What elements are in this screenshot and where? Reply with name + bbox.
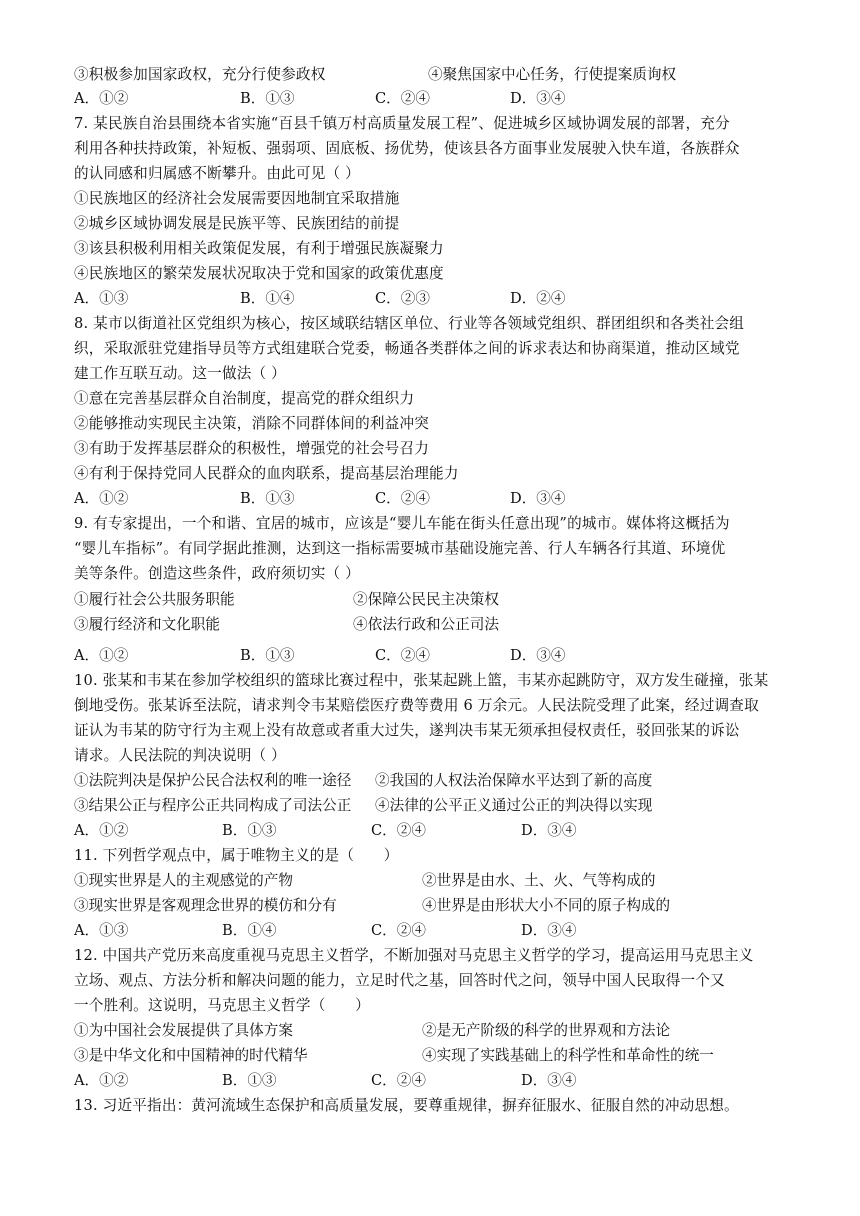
q10-choice-c: C．②④ [371, 822, 426, 839]
q9-stem-line-2: “婴儿车指标”。有同学据此推测，达到这一指标需要城市基础设施完善、行人车辆各行其道、环境优 [74, 540, 726, 557]
q6-choice-c: C．②④ [375, 90, 430, 107]
q11-choice-c: C．②④ [371, 922, 426, 939]
q10-option-1: ①法院判决是保护公民合法权利的唯一途径 [74, 772, 352, 789]
q6-option-4: ④聚焦国家中心任务，行使提案质询权 [428, 66, 677, 83]
q7-option-2: ②城乡区域协调发展是民族平等、民族团结的前提 [74, 215, 400, 232]
q9-stem-line-1: 9. 有专家提出，一个和谐、宜居的城市，应该是“婴儿车能在街头任意出现”的城市。媒体将这概括为 [74, 515, 730, 532]
q10-option-3: ③结果公正与程序公正共同构成了司法公正 [74, 797, 352, 814]
q12-option-3: ③是中华文化和中国精神的时代精华 [74, 1047, 308, 1064]
q8-choice-d: D．③④ [510, 490, 566, 507]
q12-stem-line-3: 一个胜利。这说明，马克思主义哲学（ ） [74, 997, 370, 1014]
q11-choice-a: A．①③ [74, 922, 129, 939]
q12-choice-a: A．①② [74, 1072, 129, 1089]
q10-choice-b: B．①③ [222, 822, 277, 839]
q7-choice-d: D．②④ [510, 290, 566, 307]
q9-choice-b: B．①③ [240, 647, 295, 664]
q8-choice-a: A．①② [74, 490, 129, 507]
q13-stem-line-1: 13. 习近平指出：黄河流域生态保护和高质量发展，要尊重规律，摒弃征服水、征服自然的冲动思想。 [74, 1097, 739, 1114]
q10-stem-line-4: 请求。人民法院的判决说明（ ） [74, 747, 286, 764]
q7-option-1: ①民族地区的经济社会发展需要因地制宜采取措施 [74, 190, 400, 207]
q12-stem-line-2: 立场、观点、方法分析和解决问题的能力，立足时代之基，回答时代之问，领导中国人民取得一个又 [74, 972, 725, 989]
q9-choice-c: C．②④ [375, 647, 430, 664]
q8-option-1: ①意在完善基层群众自治制度，提高党的群众组织力 [74, 390, 415, 407]
q12-choice-d: D．③④ [521, 1072, 577, 1089]
q12-option-2: ②是无产阶级的科学的世界观和方法论 [422, 1022, 671, 1039]
q7-option-3: ③该县积极利用相关政策促发展，有利于增强民族凝聚力 [74, 240, 444, 257]
q7-option-4: ④民族地区的繁荣发展状况取决于党和国家的政策优惠度 [74, 265, 444, 282]
q8-stem-line-1: 8. 某市以街道社区党组织为核心，按区域联结辖区单位、行业等各领域党组织、群团组织和各类社会组 [74, 315, 745, 332]
q11-option-1: ①现实世界是人的主观感觉的产物 [74, 872, 293, 889]
q8-option-2: ②能够推动实现民主决策，消除不同群体间的利益冲突 [74, 415, 430, 432]
q11-option-4: ④世界是由形状大小不同的原子构成的 [422, 897, 671, 914]
q12-stem-line-1: 12. 中国共产党历来高度重视马克思主义哲学，不断加强对马克思主义哲学的学习，提高运用马克思主义 [74, 947, 754, 964]
q6-choice-b: B．①③ [240, 90, 295, 107]
q8-choice-b: B．①③ [240, 490, 295, 507]
q9-stem-line-3: 美等条件。创造这些条件，政府须切实（ ） [74, 565, 360, 582]
q11-option-2: ②世界是由水、土、火、气等构成的 [422, 872, 656, 889]
q9-option-2: ②保障公民民主决策权 [353, 591, 499, 608]
q10-choice-d: D．③④ [521, 822, 577, 839]
q8-stem-line-2: 织，采取派驻党建指导员等方式组建联合党委，畅通各类群体之间的诉求表达和协商渠道，推动区域党 [74, 340, 740, 357]
q7-stem-line-1: 7. 某民族自治县围绕本省实施“百县千镇万村高质量发展工程”、促进城乡区域协调发展的部署，充分 [74, 115, 730, 132]
q8-stem-line-3: 建工作互联互动。这一做法（ ） [74, 365, 286, 382]
q6-choice-d: D．③④ [510, 90, 566, 107]
q7-choice-c: C．②③ [375, 290, 430, 307]
q11-choice-b: B．①④ [222, 922, 277, 939]
q6-choice-a: A．①② [74, 90, 129, 107]
q12-choice-b: B．①③ [222, 1072, 277, 1089]
q9-choice-a: A．①② [74, 647, 129, 664]
q10-stem-line-3: 证认为韦某的防守行为主观上没有故意或者重大过失，遂判决韦某无须承担侵权责任，驳回张某的诉讼 [74, 722, 740, 739]
q12-option-4: ④实现了实践基础上的科学性和革命性的统一 [422, 1047, 714, 1064]
q9-option-1: ①履行社会公共服务职能 [74, 591, 235, 608]
q11-choice-d: D．③④ [521, 922, 577, 939]
q9-choice-d: D．③④ [510, 647, 566, 664]
q8-option-3: ③有助于发挥基层群众的积极性，增强党的社会号召力 [74, 440, 430, 457]
q7-choice-b: B．①④ [240, 290, 295, 307]
q8-choice-c: C．②④ [375, 490, 430, 507]
q10-stem-line-2: 倒地受伤。张某诉至法院，请求判令韦某赔偿医疗费等费用 6 万余元。人民法院受理了此案，经过调查取 [74, 697, 759, 714]
q10-stem-line-1: 10. 张某和韦某在参加学校组织的篮球比赛过程中，张某起跳上篮，韦某亦起跳防守，双方发生碰撞，张某 [74, 672, 769, 689]
q9-option-4: ④依法行政和公正司法 [353, 616, 499, 633]
q12-option-1: ①为中国社会发展提供了具体方案 [74, 1022, 293, 1039]
q7-stem-line-2: 利用各种扶持政策，补短板、强弱项、固底板、扬优势，使该县各方面事业发展驶入快车道，各族群众 [74, 140, 740, 157]
q11-stem: 11. 下列哲学观点中，属于唯物主义的是（ ） [74, 847, 399, 864]
q6-option-3: ③积极参加国家政权，充分行使参政权 [74, 66, 326, 83]
q8-option-4: ④有利于保持党同人民群众的血肉联系，提高基层治理能力 [74, 465, 459, 482]
q12-choice-c: C．②④ [371, 1072, 426, 1089]
q10-option-4: ④法律的公平正义通过公正的判决得以实现 [375, 797, 653, 814]
q9-option-3: ③履行经济和文化职能 [74, 616, 220, 633]
q7-choice-a: A．①③ [74, 290, 129, 307]
q11-option-3: ③现实世界是客观理念世界的模仿和分有 [74, 897, 337, 914]
q10-choice-a: A．①② [74, 822, 129, 839]
q7-stem-line-3: 的认同感和归属感不断攀升。由此可见（ ） [74, 165, 360, 182]
q10-option-2: ②我国的人权法治保障水平达到了新的高度 [375, 772, 653, 789]
